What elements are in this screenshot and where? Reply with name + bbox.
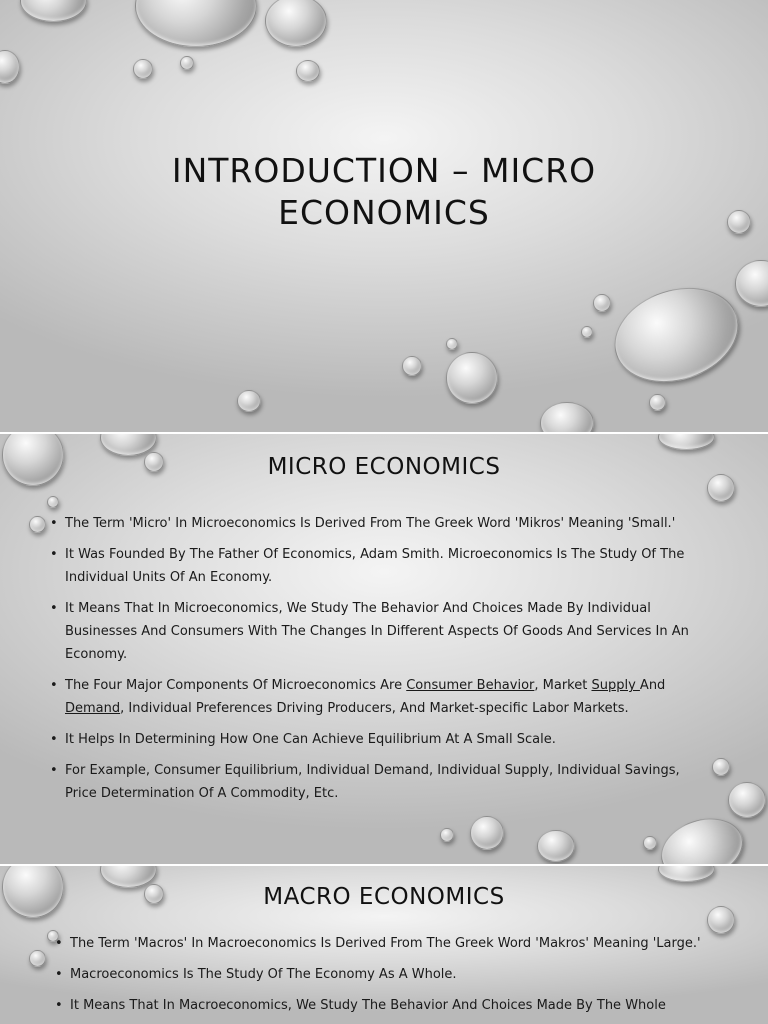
water-drop <box>237 390 261 412</box>
water-drop <box>658 866 715 882</box>
title-slide <box>0 0 768 432</box>
list-item-text: , Individual Preferences Driving Producers, And Market-specific Labor Markets. <box>120 701 629 716</box>
slide-title <box>0 150 768 234</box>
list-item-text: , Market <box>534 678 592 693</box>
title-line-1: INTRODUCTION – MICRO <box>171 151 597 190</box>
water-drop <box>20 0 87 22</box>
water-drop <box>653 808 751 864</box>
title-line-2: ECONOMICS <box>278 193 490 232</box>
water-drop <box>133 59 153 79</box>
slide-title: MACRO ECONOMICS <box>263 884 505 910</box>
water-drop <box>265 0 327 47</box>
slide-title: MICRO ECONOMICS <box>267 454 501 480</box>
water-drop <box>649 394 666 411</box>
water-drop <box>643 836 657 850</box>
water-drop <box>180 56 194 70</box>
macro-economics-slide <box>0 866 768 1024</box>
water-drop <box>602 273 751 398</box>
water-drop <box>537 830 575 862</box>
water-drop <box>712 758 730 776</box>
list-item: • For Example, Consumer Equilibrium, Individual Demand, Individual Supply, Individual Savings, Price Determination Of A Commodity, Etc. <box>50 759 700 805</box>
water-drop <box>446 352 498 404</box>
micro-economics-slide <box>0 434 768 864</box>
water-drop <box>402 356 422 376</box>
water-drop <box>446 338 458 350</box>
water-drop <box>0 50 20 84</box>
water-drop <box>135 0 257 47</box>
list-item: • It Means That In Macroeconomics, We Study The Behavior And Choices Made By The Whole <box>55 994 705 1017</box>
water-drop <box>296 60 320 82</box>
water-drop <box>47 496 59 508</box>
list-item-text: The Four Major Components Of Microeconomics Are <box>65 678 407 693</box>
water-drop <box>540 402 594 432</box>
water-drop <box>29 950 46 967</box>
list-item: • The Term 'Macros' In Macroeconomics Is Derived From The Greek Word 'Makros' Meaning 'Large.' <box>55 932 705 955</box>
bullet-list <box>55 932 705 1024</box>
list-item <box>50 674 700 720</box>
water-drop <box>440 828 454 842</box>
water-drop <box>658 434 715 450</box>
demand-link[interactable]: Demand <box>65 701 121 716</box>
water-drop <box>470 816 504 850</box>
water-drop <box>593 294 611 312</box>
water-drop <box>29 516 46 533</box>
list-item: • It Was Founded By The Father Of Economics, Adam Smith. Microeconomics Is The Study Of The Individual Units Of An Economy. <box>50 543 700 589</box>
supply-link[interactable]: Supply <box>591 678 640 693</box>
water-drop <box>581 326 593 338</box>
list-item-text: And <box>639 678 666 693</box>
list-item: • It Helps In Determining How One Can Achieve Equilibrium At A Small Scale. <box>50 728 700 751</box>
list-item: • Macroeconomics Is The Study Of The Economy As A Whole. <box>55 963 705 986</box>
consumer-behavior-link[interactable]: Consumer Behavior <box>406 678 535 693</box>
water-drop <box>735 260 768 307</box>
bullet-list <box>50 512 700 813</box>
water-drop <box>728 782 766 818</box>
water-drop <box>707 906 735 934</box>
list-item: • It Means That In Microeconomics, We Study The Behavior And Choices Made By Individual Businesses And Consumers With The Changes In Different Aspects Of Goods And Services In An Economy. <box>50 597 700 666</box>
list-item: • The Term 'Micro' In Microeconomics Is Derived From The Greek Word 'Mikros' Meaning 'Small.' <box>50 512 700 535</box>
